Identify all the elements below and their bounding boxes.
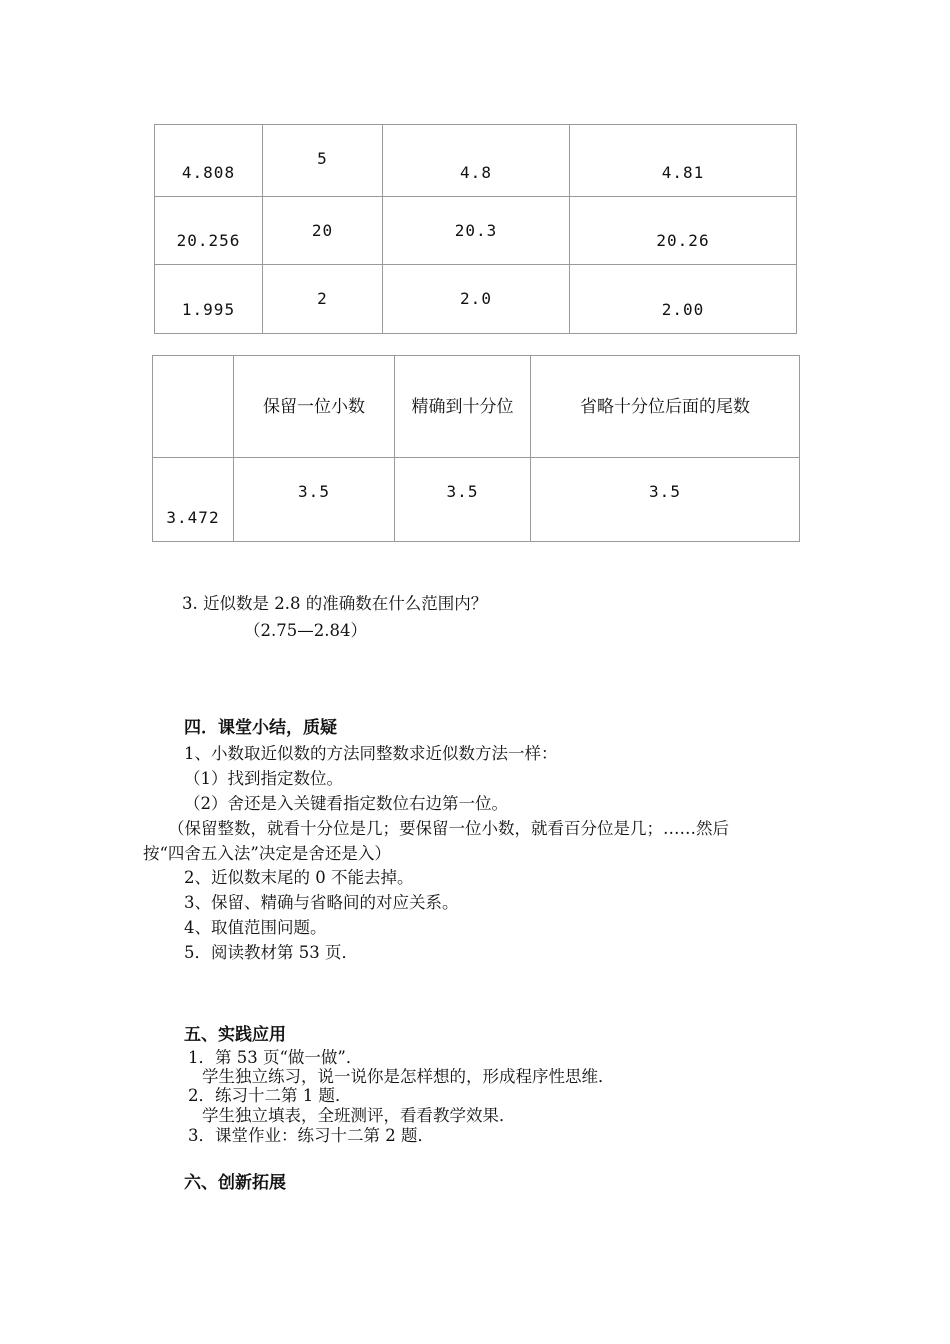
- summary-line: 4、取值范围问题。: [184, 918, 327, 937]
- table-cell: 2.0: [383, 265, 570, 334]
- summary-line: 5．阅读教材第 53 页．: [184, 943, 358, 962]
- table-cell: 4.8: [383, 125, 570, 197]
- table-cell: 5: [263, 125, 383, 197]
- section-heading: 五、实践应用: [184, 1025, 286, 1045]
- table-cell: 3.5: [234, 458, 395, 542]
- summary-line: 2、近似数末尾的 0 不能去掉。: [184, 868, 414, 887]
- table-header-cell: 精确到十分位: [395, 356, 531, 458]
- table-header-cell: [153, 356, 234, 458]
- practice-line: 1．第 53 页“做一做”．: [188, 1048, 363, 1067]
- question-answer: （2.75—2.84）: [244, 621, 367, 640]
- table-cell: 3.5: [531, 458, 800, 542]
- table-row: [153, 458, 800, 542]
- table-row: [155, 265, 797, 334]
- rounding-table-2: [152, 355, 800, 542]
- table-cell: 4.808: [155, 125, 263, 197]
- table-cell: 3.5: [395, 458, 531, 542]
- question-text: 3. 近似数是 2.8 的准确数在什么范围内？: [182, 594, 488, 613]
- summary-line: 3、保留、精确与省略间的对应关系。: [184, 893, 459, 912]
- table-cell: 2: [263, 265, 383, 334]
- table-header-cell: 保留一位小数: [234, 356, 395, 458]
- table-cell: 20.26: [570, 197, 797, 265]
- summary-line: （保留整数，就看十分位是几；要保留一位小数，就看百分位是几；……然后: [168, 819, 729, 838]
- summary-line: （2）舍还是入关键看指定数位右边第一位。: [184, 794, 508, 813]
- table-header-row: [153, 356, 800, 458]
- summary-line: 1、小数取近似数的方法同整数求近似数方法一样：: [184, 744, 558, 763]
- practice-line: 3．课堂作业：练习十二第 2 题．: [188, 1126, 434, 1145]
- summary-line: （1）找到指定数位。: [184, 769, 343, 788]
- table-cell: 1.995: [155, 265, 263, 334]
- table-cell: 2.00: [570, 265, 797, 334]
- practice-line: 学生独立练习，说一说你是怎样想的，形成程序性思维．: [202, 1067, 615, 1086]
- table-cell: 20.3: [383, 197, 570, 265]
- table-row: [155, 125, 797, 197]
- table-cell: 20: [263, 197, 383, 265]
- rounding-table-1: [154, 124, 797, 334]
- section-heading: 六、创新拓展: [184, 1173, 286, 1193]
- table-row: [155, 197, 797, 265]
- table-cell: 4.81: [570, 125, 797, 197]
- practice-line: 2．练习十二第 1 题．: [188, 1086, 352, 1105]
- section-heading: 四．课堂小结，质疑: [184, 718, 337, 738]
- summary-line: 按“四舍五入法”决定是舍还是入）: [143, 844, 391, 863]
- table-cell: 20.256: [155, 197, 263, 265]
- table-cell: 3.472: [153, 458, 234, 542]
- practice-line: 学生独立填表，全班测评，看看教学效果．: [202, 1106, 516, 1125]
- table-header-cell: 省略十分位后面的尾数: [531, 356, 800, 458]
